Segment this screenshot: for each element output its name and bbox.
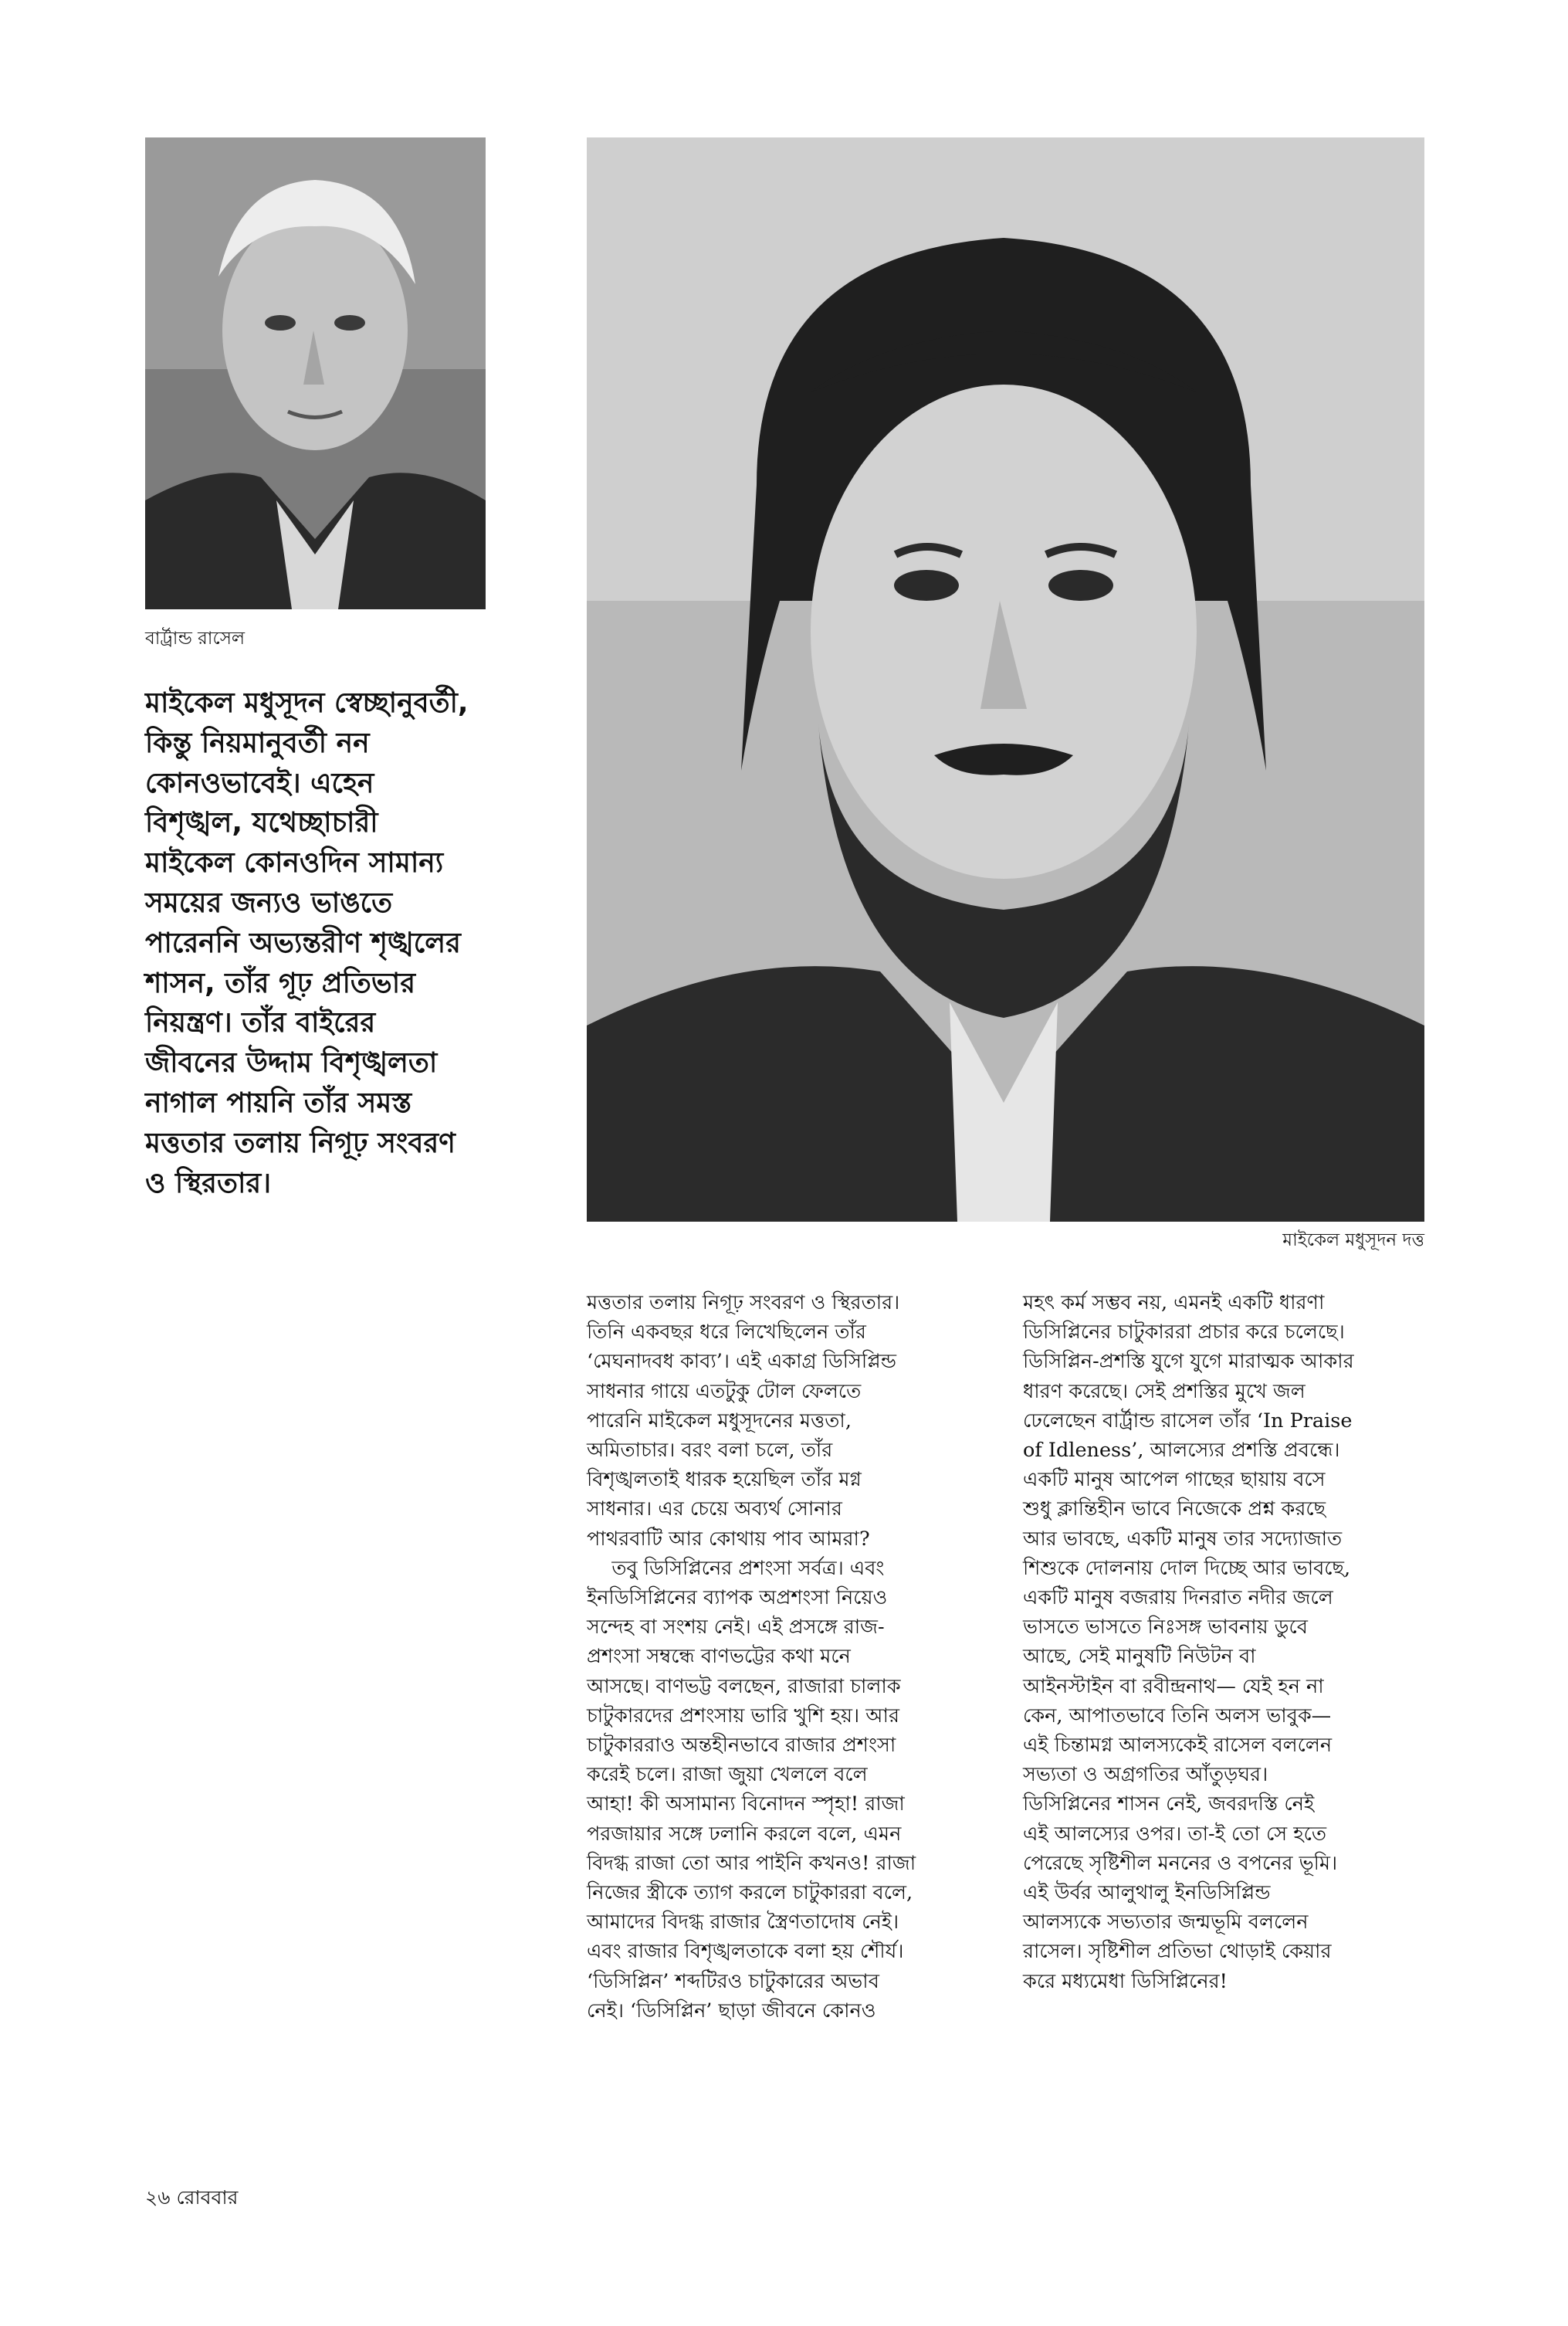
body-line: চাটুকাররাও অন্তহীনভাবে রাজার প্রশংসা: [587, 1734, 896, 1758]
madhusudan-photo-caption: মাইকেল মধুসূদন দত্ত: [1282, 1230, 1424, 1250]
body-line: পরজায়ার সঙ্গে ঢলানি করলে বলে, এমন: [587, 1822, 902, 1846]
body-line: রাসেল। সৃষ্টিশীল প্রতিভা থোড়াই কেয়ার: [1023, 1940, 1332, 1964]
body-line: সন্দেহ বা সংশয় নেই। এই প্রসঙ্গে রাজ-: [587, 1616, 885, 1639]
body-line: আর ভাবছে, একটি মানুষ তার সদ্যোজাত: [1023, 1527, 1343, 1551]
body-line: of Idleness’, আলস্যের প্রশস্তি প্রবন্ধে।: [1023, 1439, 1340, 1463]
body-line: কেন, আপাতভাবে তিনি অলস ভাবুক—: [1023, 1704, 1332, 1728]
pull-quote-line: মত্ততার তলায় নিগূঢ় সংবরণ: [145, 1127, 455, 1159]
body-line: আহা! কী অসামান্য বিনোদন স্পৃহা! রাজা: [587, 1792, 905, 1816]
body-line: আছে, সেই মানুষটি নিউটন বা: [1023, 1645, 1256, 1669]
body-line: শিশুকে দোলনায় দোল দিচ্ছে আর ভাবছে,: [1023, 1556, 1351, 1580]
body-line: ডিসিপ্লিনের চাটুকাররা প্রচার করে চলেছে।: [1023, 1321, 1345, 1344]
pull-quote-line: কোনওভাবেই। এহেন: [145, 767, 374, 799]
pull-quote-line: বিশৃঙ্খল, যথেচ্ছাচারী: [145, 807, 378, 839]
body-line: আমাদের বিদগ্ধ রাজার স্ত্রৈণতাদোষ নেই।: [587, 1911, 899, 1934]
body-line: ইনডিসিপ্লিনের ব্যাপক অপ্রশংসা নিয়েও: [587, 1586, 888, 1610]
body-line: নিজের স্ত্রীকে ত্যাগ করলে চাটুকাররা বলে,: [587, 1881, 913, 1905]
pull-quote-line: পারেননি অভ্যন্তরীণ শৃঙ্খলের: [145, 927, 461, 959]
body-line: চাটুকারদের প্রশংসায় ভারি খুশি হয়। আর: [587, 1704, 900, 1728]
body-line: নেই। ‘ডিসিপ্লিন’ ছাড়া জীবনে কোনও: [587, 1999, 876, 2023]
russell-photo: [145, 137, 486, 609]
russell-portrait-illustration: [145, 137, 486, 609]
body-line: তবু ডিসিপ্লিনের প্রশংসা সর্বত্র। এবং: [587, 1556, 885, 1580]
body-line: ‘ডিসিপ্লিন’ শব্দটিরও চাটুকারের অভাব: [587, 1969, 879, 1993]
pull-quote-line: সময়ের জন্যও ভাঙতে: [145, 887, 393, 919]
body-line: ঢেলেছেন বার্ট্রান্ড রাসেল তাঁর ‘In Praise: [1023, 1409, 1353, 1433]
body-line: সাধনার গায়ে এতটুকু টোল ফেলতে: [587, 1379, 862, 1403]
body-line: সভ্যতা ও অগ্রগতির আঁতুড়ঘর।: [1023, 1763, 1268, 1787]
page-folio: ২৬ রোববার: [145, 2186, 239, 2209]
pull-quote-line: মাইকেল কোনওদিন সামান্য: [145, 847, 444, 880]
body-line: পেরেছে সৃষ্টিশীল মননের ও বপনের ভূমি।: [1023, 1851, 1338, 1875]
body-line: শুধু ক্লান্তিহীন ভাবে নিজেকে প্রশ্ন করছে: [1023, 1497, 1326, 1521]
body-line: এই আলস্যের ওপর। তা-ই তো সে হতে: [1023, 1822, 1327, 1846]
pull-quote: [145, 683, 562, 1203]
body-column-2: [1023, 1288, 1424, 1996]
body-line: ডিসিপ্লিনের শাসন নেই, জবরদস্তি নেই: [1023, 1792, 1315, 1816]
body-line: একটি মানুষ আপেল গাছের ছায়ায় বসে: [1023, 1468, 1326, 1492]
body-column-1: [587, 1288, 988, 2026]
pull-quote-line: মাইকেল মধুসূদন স্বেচ্ছানুবর্তী,: [145, 687, 469, 719]
body-line: এই চিন্তামগ্ন আলস্যকেই রাসেল বললেন: [1023, 1734, 1333, 1758]
body-line: ভাসতে ভাসতে নিঃসঙ্গ ভাবনায় ডুবে: [1023, 1616, 1308, 1639]
body-line: আলস্যকে সভ্যতার জন্মভূমি বললেন: [1023, 1911, 1309, 1934]
body-line: এই উর্বর আলুথালু ইনডিসিপ্লিন্ড: [1023, 1881, 1271, 1905]
body-line: করে মধ্যমেধা ডিসিপ্লিনের!: [1023, 1969, 1228, 1993]
body-line: প্রশংসা সম্বন্ধে বাণভট্টের কথা মনে: [587, 1645, 851, 1669]
body-line: ডিসিপ্লিন-প্রশস্তি যুগে যুগে মারাত্মক আকার: [1023, 1350, 1354, 1374]
body-line: ধারণ করেছে। সেই প্রশস্তির মুখে জল: [1023, 1379, 1306, 1403]
body-line: মহৎ কর্ম সম্ভব নয়, এমনই একটি ধারণা: [1023, 1291, 1325, 1314]
pull-quote-line: শাসন, তাঁর গূঢ় প্রতিভার: [145, 967, 415, 999]
body-line: আইনস্টাইন বা রবীন্দ্রনাথ— যেই হন না: [1023, 1674, 1324, 1698]
pull-quote-line: নাগাল পায়নি তাঁর সমস্ত: [145, 1087, 412, 1119]
madhusudan-photo: [587, 137, 1424, 1222]
body-line: করেই চলে। রাজা জুয়া খেললে বলে: [587, 1763, 868, 1787]
body-line: পারেনি মাইকেল মধুসূদনের মত্ততা,: [587, 1409, 852, 1433]
pull-quote-line: নিয়ন্ত্রণ। তাঁর বাইরের: [145, 1007, 376, 1039]
body-line: আসছে। বাণভট্ট বলছেন, রাজারা চালাক: [587, 1674, 901, 1698]
body-line: অমিতাচার। বরং বলা চলে, তাঁর: [587, 1439, 833, 1463]
body-line: একটি মানুষ বজরায় দিনরাত নদীর জলে: [1023, 1586, 1333, 1610]
body-line: তিনি একবছর ধরে লিখেছিলেন তাঁর: [587, 1321, 866, 1344]
body-line: পাথরবাটি আর কোথায় পাব আমরা?: [587, 1527, 870, 1551]
pull-quote-line: জীবনের উদ্দাম বিশৃঙ্খলতা: [145, 1047, 438, 1080]
body-line: বিদগ্ধ রাজা তো আর পাইনি কখনও! রাজা: [587, 1851, 916, 1875]
body-line: মত্ততার তলায় নিগূঢ় সংবরণ ও স্থিরতার।: [587, 1291, 900, 1314]
russell-photo-caption: বার্ট্রান্ড রাসেল: [145, 629, 246, 649]
body-line: ‘মেঘনাদবধ কাব্য’। এই একাগ্র ডিসিপ্লিন্ড: [587, 1350, 896, 1374]
body-line: এবং রাজার বিশৃঙ্খলতাকে বলা হয় শৌর্য।: [587, 1940, 904, 1964]
madhusudan-portrait-illustration: [587, 137, 1424, 1222]
body-line: সাধনার। এর চেয়ে অব্যর্থ সোনার: [587, 1497, 842, 1521]
pull-quote-line: ও স্থিরতার।: [145, 1167, 272, 1199]
pull-quote-line: কিন্তু নিয়মানুবর্তী নন: [145, 727, 370, 759]
body-line: বিশৃঙ্খলতাই ধারক হয়েছিল তাঁর মগ্ন: [587, 1468, 862, 1492]
